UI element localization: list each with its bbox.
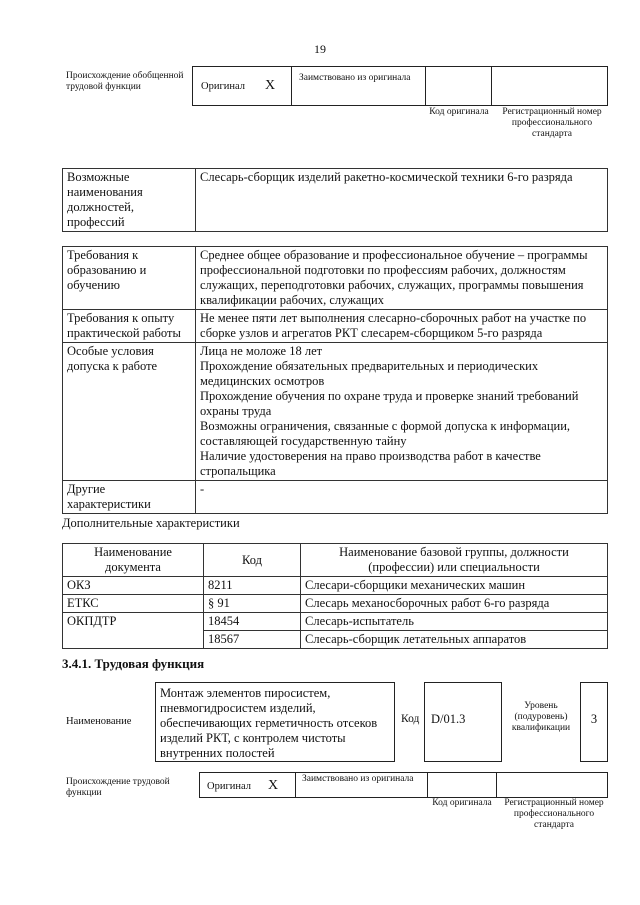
additional-title: Дополнительные характеристики — [62, 516, 240, 530]
table-row — [63, 343, 608, 481]
table-header-row — [63, 544, 608, 577]
function-name-value: Монтаж элементов пиросистем, пневмогидросистем изделий, обеспечивающих герметичность отсеков изделий РКТ, с контролем чистоты внутренних полостей — [155, 682, 395, 762]
cell-code: 18454 — [204, 613, 301, 631]
cell-name: Слесари-сборщики механических машин — [301, 577, 608, 595]
header-code: Код — [204, 544, 301, 577]
original-cell — [192, 66, 292, 106]
cell-doc: ОКЗ — [63, 577, 204, 595]
code-original-cell — [427, 772, 497, 798]
table-row — [63, 481, 608, 514]
code-original-caption: Код оригинала — [429, 107, 489, 117]
req-value: Среднее общее образование и профессиональное обучение – программы профессиональной подготовки по профессиям рабочих, должностям служащих, переподготовки рабочих, служащих, программы повышения квалификации рабочих, служащих — [196, 247, 608, 310]
cell-doc: ЕТКС — [63, 595, 204, 613]
origin-label: Происхождение обобщенной трудовой функции — [66, 71, 184, 92]
function-code-value: D/01.3 — [424, 682, 502, 762]
reg-number-caption: Регистрационный номер профессионального стандарта — [504, 798, 604, 830]
function-name-label: Наименование — [66, 716, 132, 727]
cell-code: § 91 — [204, 595, 301, 613]
original-cell — [199, 772, 296, 798]
code-original-cell — [425, 66, 492, 106]
cell-code: 18567 — [204, 631, 301, 649]
reg-number-caption: Регистрационный номер профессионального стандарта — [502, 107, 602, 139]
table-row — [63, 631, 608, 649]
origin-label: Происхождение трудовой функции — [66, 777, 170, 798]
req-label: Другие характеристики — [63, 481, 196, 514]
cell-code: 8211 — [204, 577, 301, 595]
cell-doc: ОКПДТР — [63, 613, 204, 631]
header-name: Наименование базовой группы, должности (профессии) или специальности — [301, 544, 608, 577]
cell-name: Слесарь-сборщик летательных аппаратов — [301, 631, 608, 649]
cell-doc — [63, 631, 204, 649]
header-document: Наименование документа — [63, 544, 204, 577]
qualification-level-value: 3 — [580, 682, 608, 762]
code-original-caption: Код оригинала — [432, 798, 492, 808]
req-line: Прохождение обязательных предварительных и периодических медицинских осмотров — [200, 359, 539, 388]
req-line: Лица не моложе 18 лет — [200, 344, 323, 358]
reg-number-cell — [496, 772, 608, 798]
function-heading: 3.4.1. Трудовая функция — [62, 656, 205, 671]
req-value: Не менее пяти лет выполнения слесарно-сборочных работ на участке по сборке узлов и агрегатов РКТ слесарем-сборщиком 5-го разряда — [196, 310, 608, 343]
function-code-label: Код — [401, 713, 420, 725]
positions-table — [62, 168, 608, 232]
table-row — [63, 613, 608, 631]
req-label: Требования к опыту практической работы — [63, 310, 196, 343]
borrowed-label: Заимствовано из оригинала — [299, 73, 411, 83]
req-value-list — [196, 343, 608, 481]
req-line: Возможны ограничения, связанные с формой допуска к информации, составляющей государственную тайну — [200, 419, 571, 448]
additional-table — [62, 543, 608, 649]
reg-number-cell — [491, 66, 608, 106]
original-label: Оригинал — [201, 81, 245, 92]
req-label: Требования к образованию и обучению — [63, 247, 196, 310]
req-value: - — [196, 481, 608, 514]
cell-name: Слесарь механосборочных работ 6-го разряда — [301, 595, 608, 613]
original-label: Оригинал — [207, 781, 251, 792]
table-row — [63, 577, 608, 595]
req-label: Особые условия допуска к работе — [63, 343, 196, 481]
positions-label: Возможные наименования должностей, профессий — [63, 169, 196, 232]
req-line: Прохождение обучения по охране труда и проверке знаний требований охраны труда — [200, 389, 579, 418]
borrowed-cell — [291, 66, 426, 106]
x-mark: X — [265, 78, 276, 93]
borrowed-cell — [295, 772, 428, 798]
requirements-table — [62, 246, 608, 514]
positions-value: Слесарь-сборщик изделий ракетно-космической техники 6-го разряда — [196, 169, 608, 232]
table-row — [63, 595, 608, 613]
page-number: 19 — [314, 42, 326, 56]
borrowed-label: Заимствовано из оригинала — [302, 774, 414, 784]
x-mark: X — [268, 778, 279, 793]
table-row — [63, 310, 608, 343]
qualification-level-label: Уровень (подуровень) квалификации — [511, 701, 571, 733]
cell-name: Слесарь-испытатель — [301, 613, 608, 631]
req-line: Наличие удостоверения на право производства работ в качестве стропальщика — [200, 449, 541, 478]
table-row — [63, 247, 608, 310]
